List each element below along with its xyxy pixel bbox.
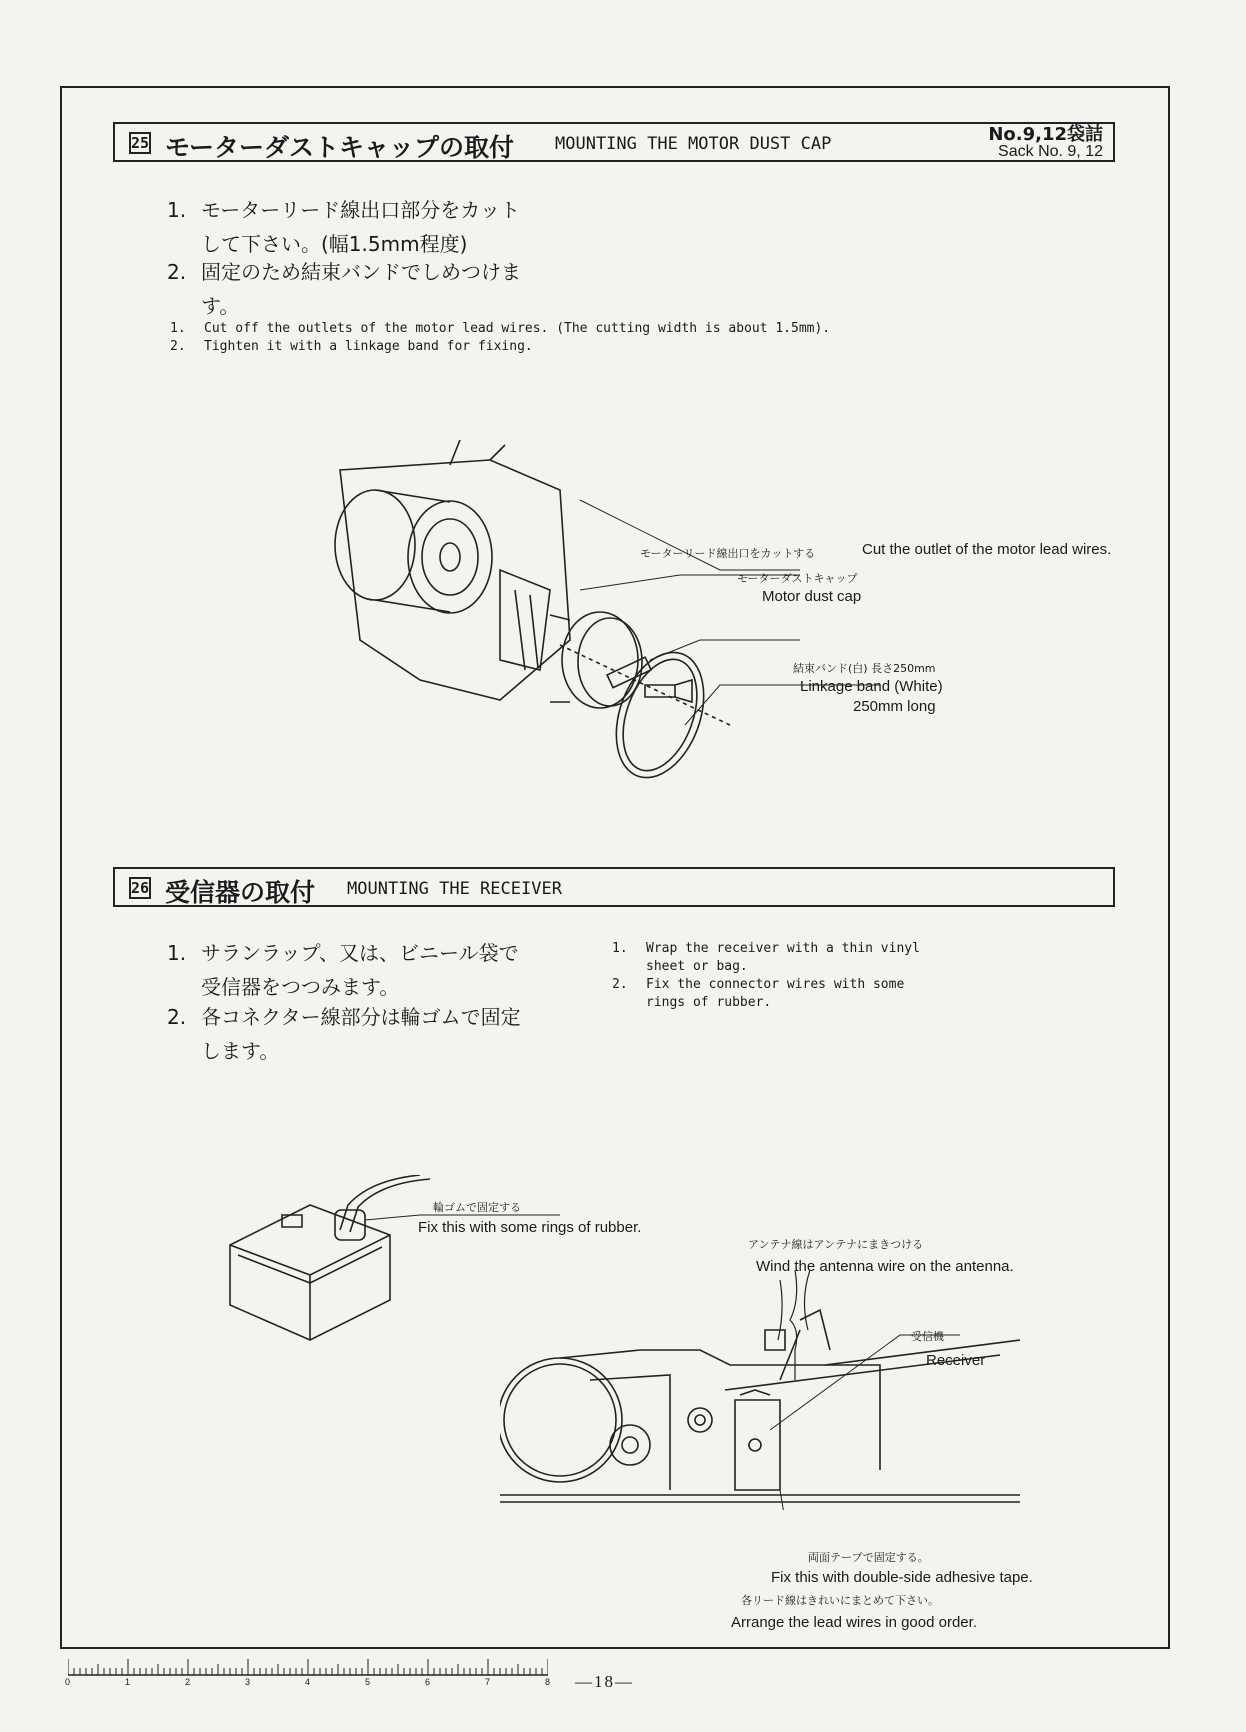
ruler-label: 3	[245, 1677, 251, 1687]
step-en-1	[612, 940, 920, 976]
label-dust-cap-en: Motor dust cap	[762, 588, 862, 605]
ruler-label: 2	[185, 1677, 191, 1687]
step-text: sheet or bag.	[646, 959, 748, 974]
step-text: 受信器をつつみます。	[201, 975, 400, 999]
sack-number-jp: No.9,12袋詰	[988, 124, 1103, 145]
ruler-label: 0	[65, 1677, 71, 1687]
ruler-label: 8	[545, 1677, 551, 1687]
ruler-label: 1	[125, 1677, 131, 1687]
step-jp-2	[167, 255, 521, 323]
step-text: Cut off the outlets of the motor lead wires. (The cutting width is about 1.5mm).	[204, 321, 831, 336]
label-receiver-en: Receiver	[926, 1352, 986, 1369]
label-tape-en: Fix this with double-side adhesive tape.	[771, 1569, 1033, 1586]
step-en-2	[170, 338, 533, 356]
section-title-en: MOUNTING THE MOTOR DUST CAP	[555, 134, 832, 154]
step-text: rings of rubber.	[646, 995, 772, 1010]
section-number: 25	[131, 134, 150, 152]
label-cut-outlet-en: Cut the outlet of the motor lead wires.	[862, 541, 1112, 558]
label-receiver-jp: 受信機	[911, 1330, 944, 1343]
step-text: Fix the connector wires with some	[646, 977, 905, 992]
page-number: —18—	[575, 1672, 634, 1691]
step-number: 2.	[612, 977, 628, 992]
section-title-jp: 受信器の取付	[165, 878, 316, 907]
sack-number	[988, 126, 1103, 160]
label-band-jp: 結束バンド(白) 長さ250mm	[793, 662, 936, 675]
label-antenna-en: Wind the antenna wire on the antenna.	[756, 1258, 1014, 1275]
step-jp-2	[167, 1000, 521, 1068]
step-number: 2.	[170, 339, 186, 354]
step-en-2	[612, 976, 904, 1012]
step-number: 2.	[167, 1005, 187, 1029]
step-en-1	[170, 320, 830, 338]
label-antenna-jp: アンテナ線はアンテナにまきつける	[748, 1238, 924, 1251]
step-text: します。	[201, 1039, 280, 1063]
step-text: モーターリード線出口部分をカット	[201, 198, 520, 222]
step-text: 固定のため結束バンドでしめつけま	[201, 260, 521, 284]
step-jp-1	[167, 936, 519, 1004]
step-text: Tighten it with a linkage band for fixing.	[204, 339, 533, 354]
label-band-length-en: 250mm long	[853, 698, 936, 715]
section-26-header	[113, 867, 1115, 907]
step-text: す。	[201, 294, 240, 318]
label-dust-cap-jp: モーターダストキャップ	[737, 572, 858, 585]
step-number: 1.	[167, 198, 187, 222]
motor-dust-cap-illustration	[300, 440, 1000, 800]
step-text: 各コネクター線部分は輪ゴムで固定	[201, 1005, 521, 1029]
label-rubber-en: Fix this with some rings of rubber.	[418, 1219, 642, 1236]
section-number: 26	[131, 879, 150, 897]
ruler	[65, 1655, 551, 1695]
step-number: 1.	[612, 941, 628, 956]
label-rubber-jp: 輪ゴムで固定する	[433, 1201, 521, 1214]
step-number: 2.	[167, 260, 187, 284]
step-number: 1.	[167, 941, 187, 965]
ruler-label: 5	[365, 1677, 371, 1687]
section-25-header	[113, 122, 1115, 162]
label-leads-jp: 各リード線はきれいにまとめて下さい。	[741, 1594, 939, 1607]
label-band-en: Linkage band (White)	[800, 678, 943, 695]
label-tape-jp: 両面テープで固定する。	[808, 1551, 929, 1564]
chassis-illustration	[500, 1270, 1100, 1510]
ruler-label: 7	[485, 1677, 491, 1687]
label-cut-outlet-jp: モーターリード線出口をカットする	[640, 547, 816, 560]
label-leads-en: Arrange the lead wires in good order.	[731, 1614, 977, 1631]
ruler-label: 6	[425, 1677, 431, 1687]
step-text: して下さい。(幅1.5mm程度)	[201, 232, 468, 256]
section-title-en: MOUNTING THE RECEIVER	[347, 879, 562, 899]
ruler-label: 4	[305, 1677, 311, 1687]
step-text: サランラップ、又は、ビニール袋で	[201, 941, 519, 965]
section-title-jp: モーターダストキャップの取付	[165, 133, 515, 162]
step-jp-1	[167, 193, 520, 261]
step-text: Wrap the receiver with a thin vinyl	[646, 941, 920, 956]
sack-number-en: Sack No. 9, 12	[998, 143, 1103, 160]
ruler-ticks	[68, 1655, 548, 1677]
step-number: 1.	[170, 321, 186, 336]
